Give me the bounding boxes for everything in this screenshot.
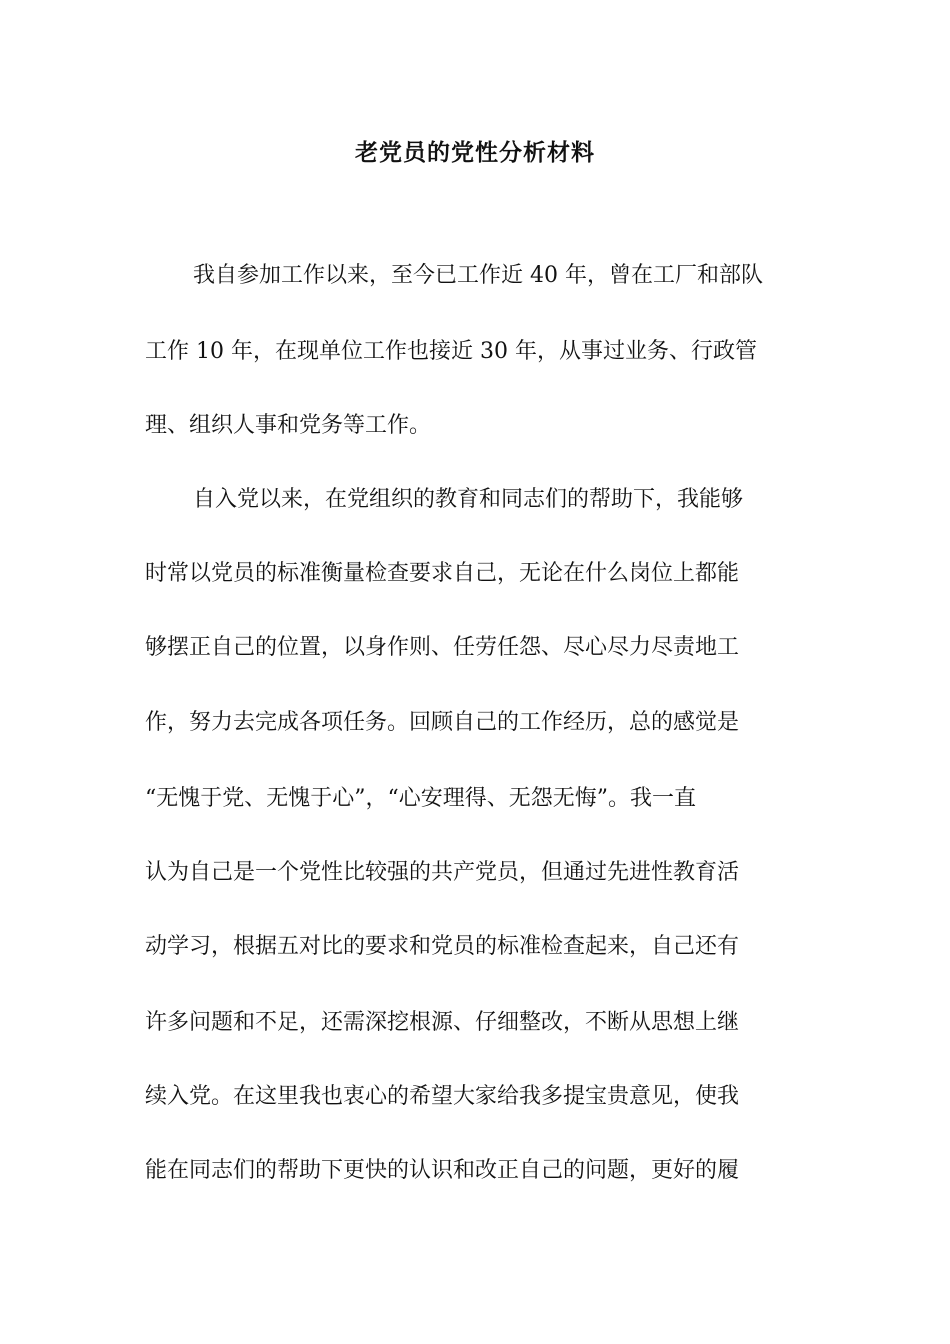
paragraph-2-line-9: 续入党。在这里我也衷心的希望大家给我多提宝贵意见，使我 bbox=[145, 1084, 740, 1109]
paragraph-2-line-6: 认为自己是一个党性比较强的共产党员，但通过先进性教育活 bbox=[145, 860, 740, 885]
paragraph-2-line-1: 自入党以来，在党组织的教育和同志们的帮助下，我能够 bbox=[193, 487, 744, 512]
paragraph-2-line-2: 时常以党员的标准衡量检查要求自己，无论在什么岗位上都能 bbox=[145, 561, 740, 586]
paragraph-2-line-4: 作，努力去完成各项任务。回顾自己的工作经历，总的感觉是 bbox=[145, 710, 740, 735]
document-title: 老党员的党性分析材料 bbox=[355, 139, 595, 166]
paragraph-2-line-8: 许多问题和不足，还需深挖根源、仔细整改，不断从思想上继 bbox=[145, 1010, 740, 1035]
paragraph-2-line-3: 够摆正自己的位置，以身作则、任劳任怨、尽心尽力尽责地工 bbox=[145, 635, 740, 660]
paragraph-1-line-1: 我自参加工作以来，至今已工作近 40 年，曾在工厂和部队 bbox=[193, 263, 763, 288]
paragraph-2-line-10: 能在同志们的帮助下更快的认识和改正自己的问题，更好的履 bbox=[145, 1158, 740, 1183]
paragraph-2-line-5: “无愧于党、无愧于心”，“心安理得、无怨无悔”。我一直 bbox=[145, 786, 696, 811]
paragraph-1-line-2: 工作 10 年，在现单位工作也接近 30 年，从事过业务、行政管 bbox=[145, 339, 757, 364]
paragraph-2-line-7: 动学习，根据五对比的要求和党员的标准检查起来，自己还有 bbox=[145, 934, 740, 959]
paragraph-1-line-3: 理、组织人事和党务等工作。 bbox=[145, 413, 432, 438]
